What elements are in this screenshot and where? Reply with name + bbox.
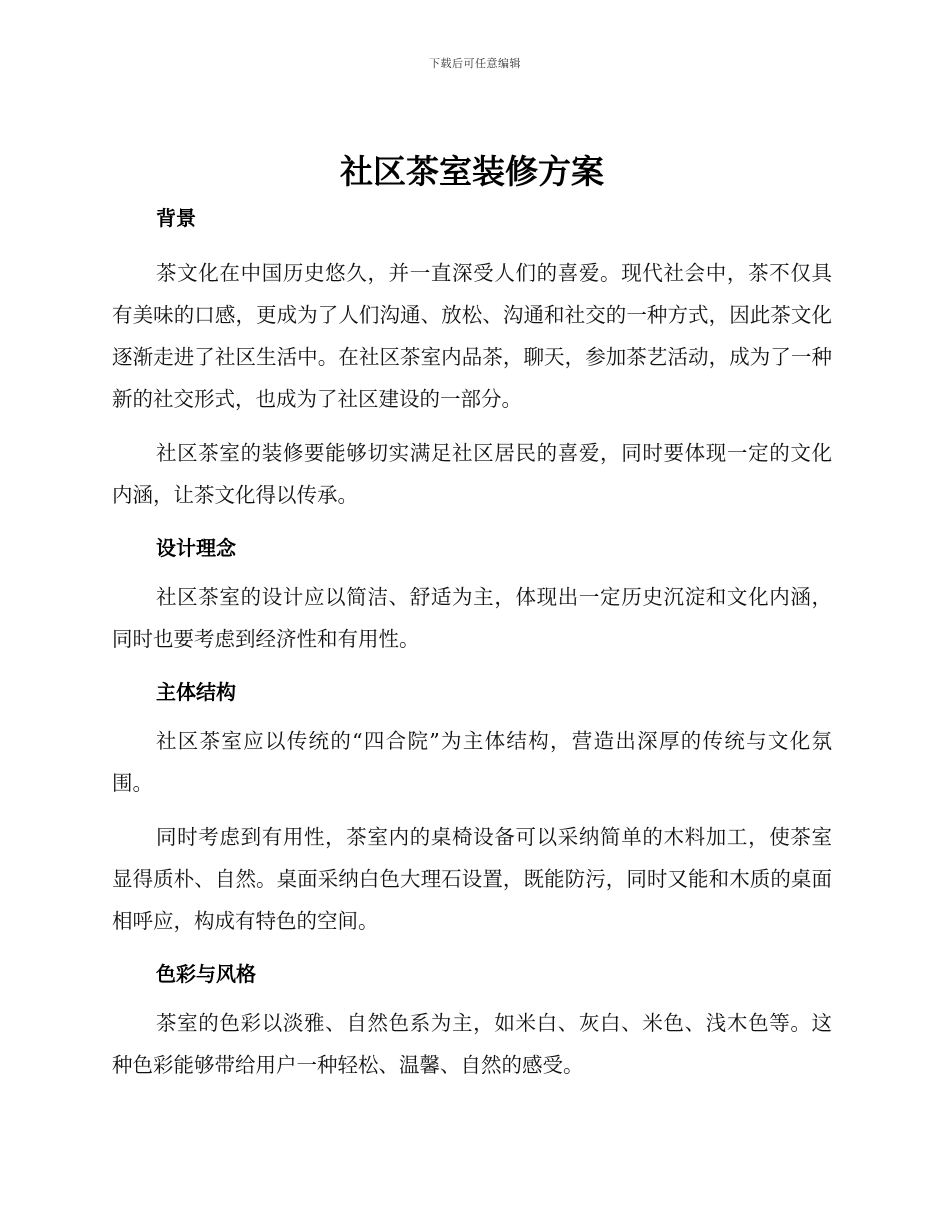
section-design-concept <box>112 534 832 660</box>
document-title: 社区茶室装修方案 <box>340 152 604 191</box>
paragraph: 社区茶室应以传统的“四合院”为主体结构，营造出深厚的传统与文化氛围。 <box>112 729 832 795</box>
section-heading: 设计理念 <box>156 536 236 560</box>
document-body <box>112 150 832 1086</box>
section-heading: 色彩与风格 <box>156 962 256 986</box>
section-color-style <box>112 960 832 1086</box>
paragraph: 同时考虑到有用性，茶室内的桌椅设备可以采纳简单的木料加工，使茶室显得质朴、自然。桌面采纳白色大理石设置，既能防污，同时又能和木质的桌面相呼应，构成有特色的空间。 <box>112 825 832 933</box>
section-main-structure <box>112 678 832 942</box>
section-heading: 背景 <box>156 206 196 230</box>
section-heading: 主体结构 <box>156 680 236 704</box>
paragraph: 社区茶室的设计应以简洁、舒适为主，体现出一定历史沉淀和文化内涵，同时也要考虑到经济性和有用性。 <box>112 585 832 651</box>
paragraph: 茶室的色彩以淡雅、自然色系为主，如米白、灰白、米色、浅木色等。这种色彩能够带给用户一种轻松、温馨、自然的感受。 <box>112 1011 832 1077</box>
header-note: 下载后可任意编辑 <box>429 57 521 70</box>
paragraph: 茶文化在中国历史悠久，并一直深受人们的喜爱。现代社会中，茶不仅具有美味的口感，更成为了人们沟通、放松、沟通和社交的一种方式，因此茶文化逐渐走进了社区生活中。在社区茶室内品茶，聊天，参加茶艺活动，成为了一种新的社交形式，也成为了社区建设的一部分。 <box>112 261 832 411</box>
section-background <box>112 204 832 516</box>
paragraph: 社区茶室的装修要能够切实满足社区居民的喜爱，同时要体现一定的文化内涵，让茶文化得以传承。 <box>112 441 832 507</box>
